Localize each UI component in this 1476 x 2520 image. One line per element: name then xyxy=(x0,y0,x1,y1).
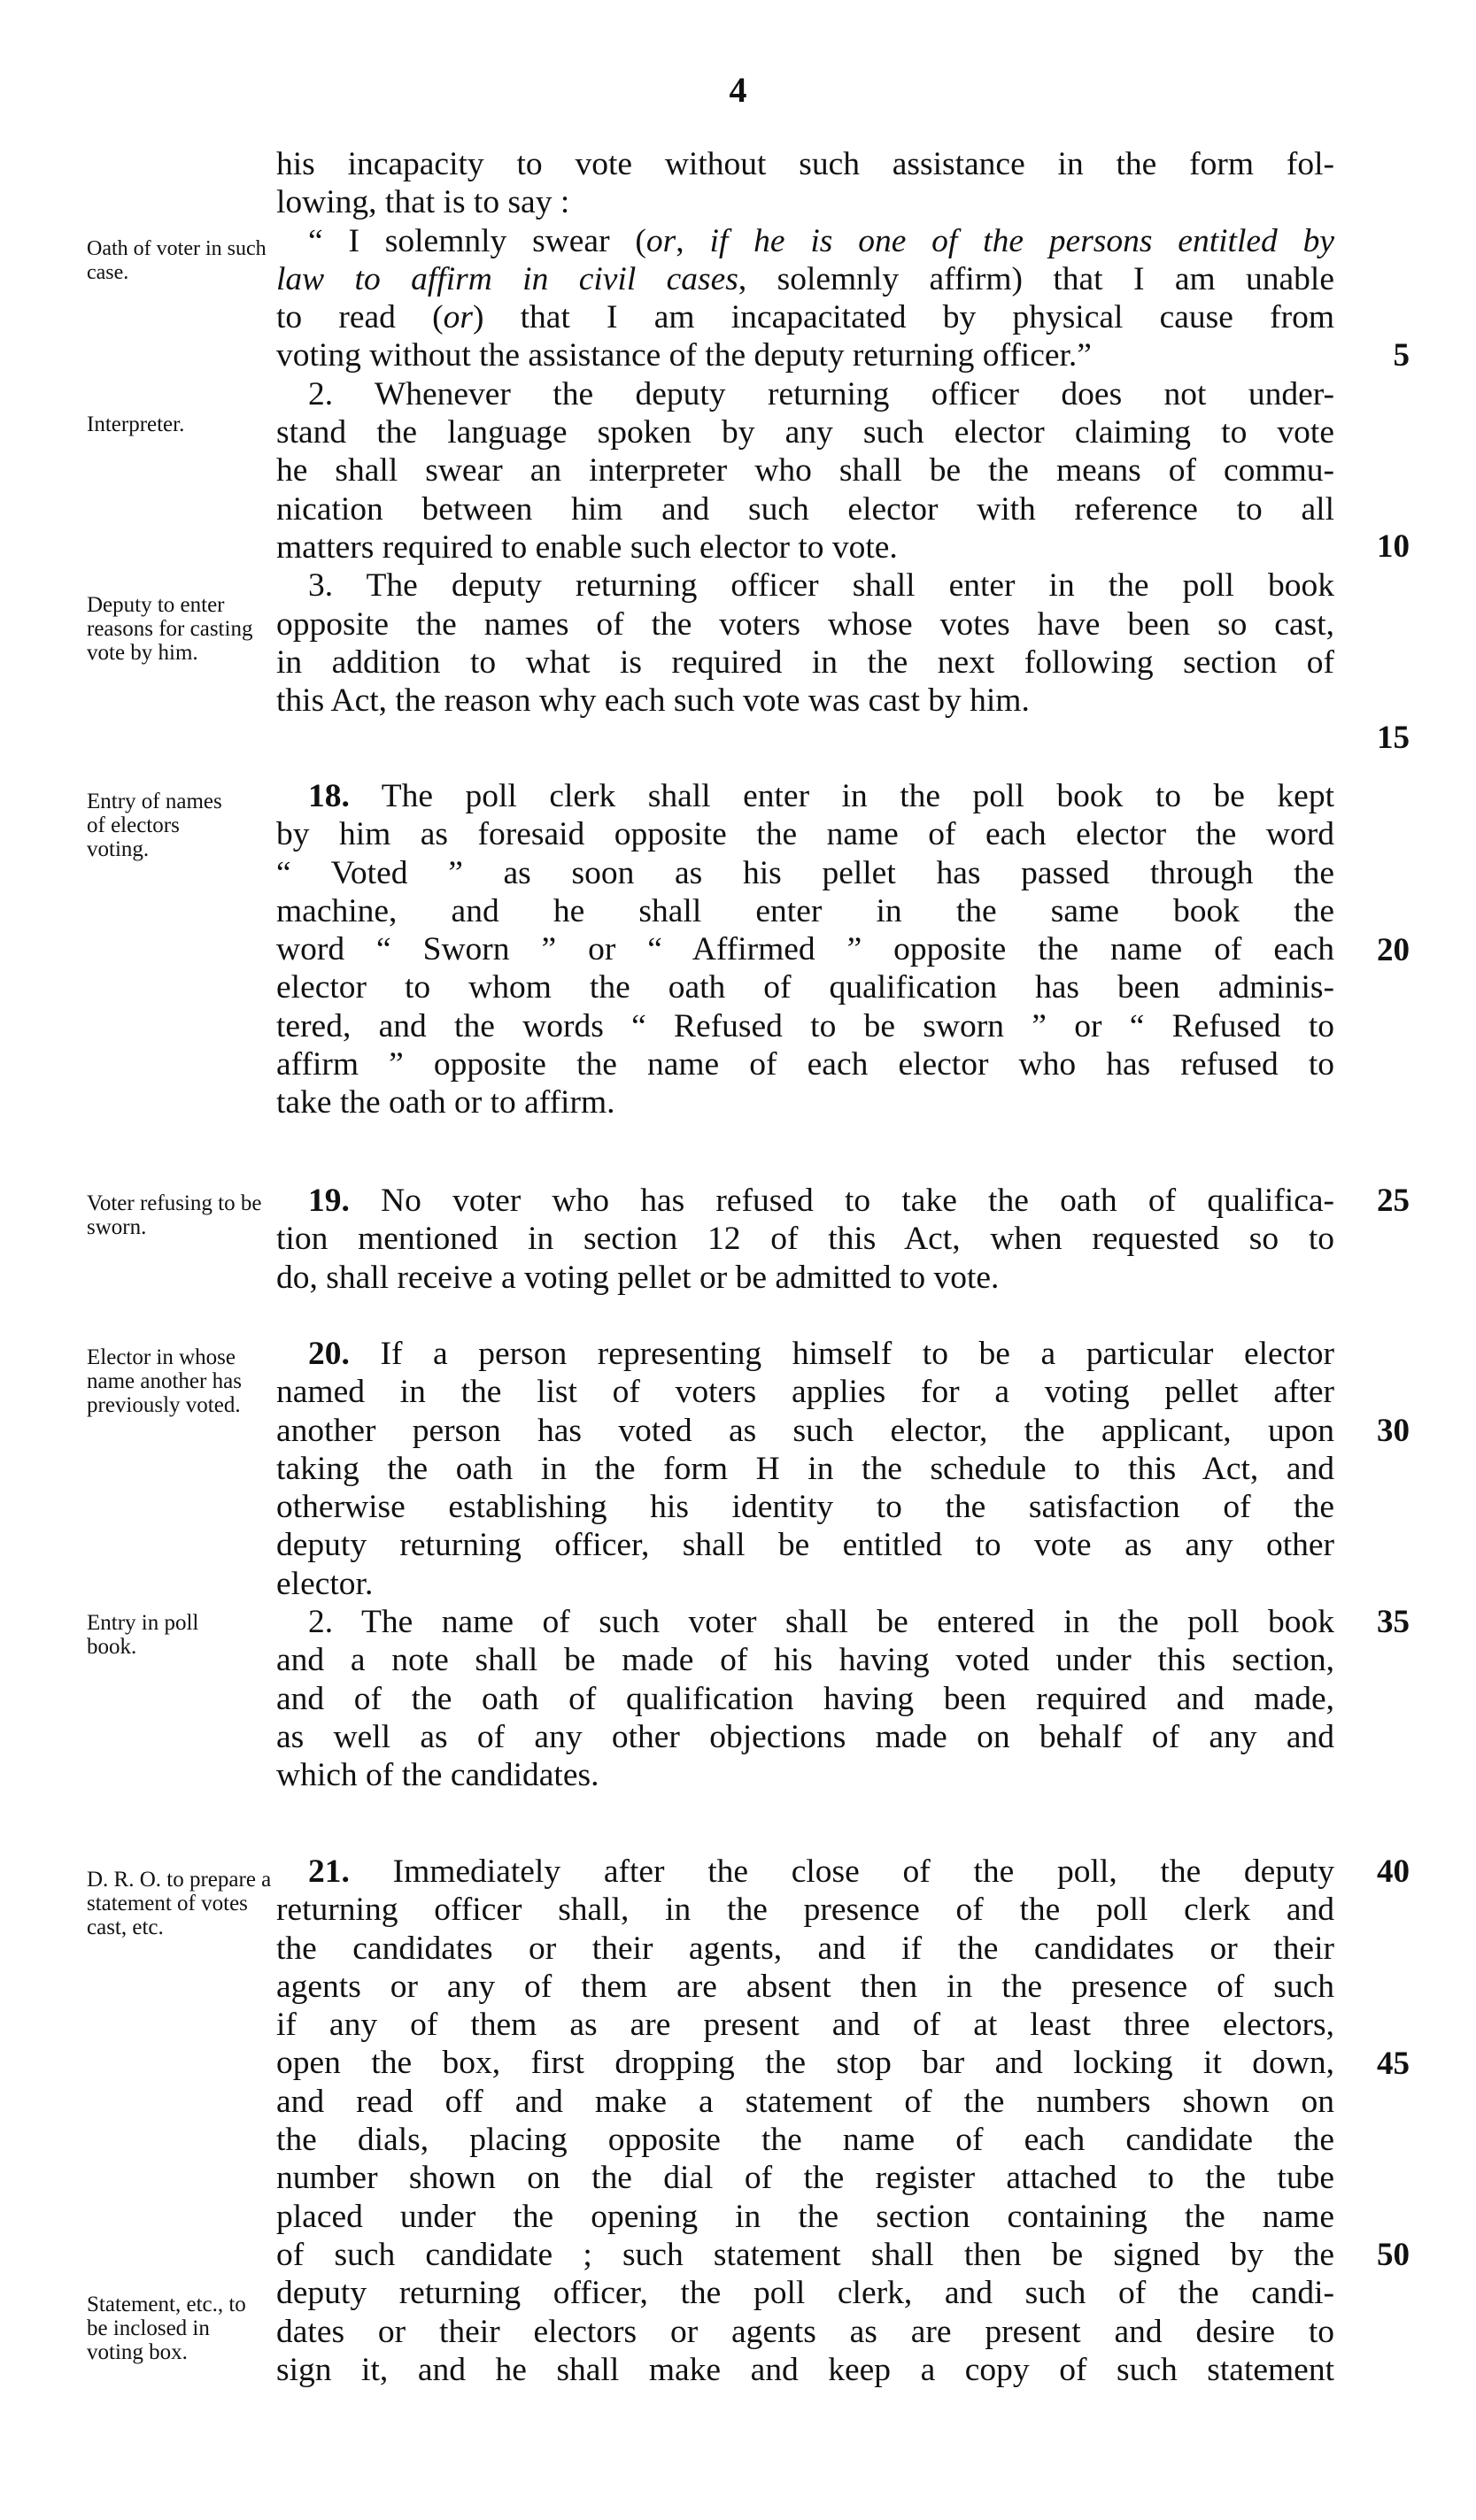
italic-text: law to affirm in civil cases xyxy=(276,260,738,297)
text-line: if any of them as are present and of at least three electors, xyxy=(276,2007,1334,2044)
text-line: agents or any of them are absent then in the presence of such xyxy=(276,1968,1334,2005)
text-line xyxy=(276,1335,1334,1373)
line-number-40: 40 xyxy=(1377,1853,1410,1890)
section-number: 19. xyxy=(308,1183,350,1219)
text-line: elector. xyxy=(276,1565,374,1602)
text-run: , solemnly affirm) that I am unable xyxy=(738,260,1334,297)
text-line xyxy=(276,1182,1334,1220)
text-line: which of the candidates. xyxy=(276,1757,599,1794)
margin-note-entry-poll-book: Entry in poll book. xyxy=(87,1611,199,1659)
text-line: elector to whom the oath of qualification has been adminis- xyxy=(276,969,1334,1006)
text-line: the candidates or their agents, and if the candidates or their xyxy=(276,1930,1334,1967)
text-line xyxy=(276,222,1334,260)
margin-note-voter-refusing: Voter refusing to be sworn. xyxy=(87,1191,262,1239)
line-number-45: 45 xyxy=(1377,2046,1410,2082)
text-line: matters required to enable such elector to vote. xyxy=(276,528,898,566)
text-line: opposite the names of the voters whose votes have been so cast, xyxy=(276,605,1334,643)
text-line: lowing, that is to say : xyxy=(276,184,570,221)
line-number-25: 25 xyxy=(1377,1183,1410,1219)
margin-note-interpreter: Interpreter. xyxy=(87,412,185,436)
paragraph-block-oath xyxy=(276,145,1334,720)
text-line: number shown on the dial of the register attached to the tube xyxy=(276,2160,1334,2197)
text-line: his incapacity to vote without such assistance in the form fol- xyxy=(276,146,1334,182)
text-line: open the box, first dropping the stop bar and locking it down, xyxy=(276,2045,1334,2082)
text-line: “ Voted ” as soon as his pellet has passed through the xyxy=(276,854,1334,891)
section-number: 18. xyxy=(308,778,350,814)
text-line: returning officer shall, in the presence of the poll clerk and xyxy=(276,1892,1334,1929)
section-18 xyxy=(276,777,1334,1122)
text-line: the dials, placing opposite the name of each candidate the xyxy=(276,2122,1334,2159)
page-number: 4 xyxy=(729,70,747,110)
line-number-10: 10 xyxy=(1377,528,1410,565)
text-line: take the oath or to affirm. xyxy=(276,1084,615,1121)
text-line: and of the oath of qualification having been required and made, xyxy=(276,1680,1334,1717)
margin-note-oath: Oath of voter in such case. xyxy=(87,237,267,284)
text-line: 3. The deputy returning officer shall enter in the poll book xyxy=(308,567,1334,605)
italic-text: if he is one of the persons entitled by xyxy=(709,222,1334,259)
line-number-50: 50 xyxy=(1377,2237,1410,2273)
text-run: The poll clerk shall enter in the poll book to be kept xyxy=(349,778,1334,814)
text-run: If a person representing himself to be a particular elector xyxy=(349,1336,1334,1372)
text-line: 2. Whenever the deputy returning officer does not under- xyxy=(308,375,1334,412)
text-line: otherwise establishing his identity to the satisfaction of the xyxy=(276,1489,1334,1526)
text-line: tered, and the words “ Refused to be sworn ” or “ Refused to xyxy=(276,1007,1334,1044)
text-line: 2. The name of such voter shall be entered in the poll book xyxy=(308,1604,1334,1641)
italic-text: or xyxy=(645,222,676,259)
text-line xyxy=(276,260,1334,298)
margin-note-statement-inclosed: Statement, etc., to be inclosed in voting box. xyxy=(87,2293,246,2364)
section-19 xyxy=(276,1182,1334,1297)
text-line xyxy=(276,1853,1334,1891)
text-line: deputy returning officer, the poll clerk, and such of the candi- xyxy=(276,2275,1334,2312)
text-line: this Act, the reason why each such vote was cast by him. xyxy=(276,682,1030,720)
text-line: tion mentioned in section 12 of this Act, when requested so to xyxy=(276,1221,1334,1258)
italic-text: or xyxy=(443,299,473,336)
margin-note-entry-names: Entry of names of electors voting. xyxy=(87,790,222,861)
section-20 xyxy=(276,1335,1334,1795)
text-line: as well as of any other objections made on behalf of any and xyxy=(276,1718,1334,1755)
margin-note-elector-previously-voted: Elector in whose name another has previously voted. xyxy=(87,1345,242,1417)
text-run: , xyxy=(676,222,710,259)
text-line: stand the language spoken by any such elector claiming to vote xyxy=(276,414,1334,451)
text-line: taking the oath in the form H in the schedule to this Act, and xyxy=(276,1450,1334,1487)
margin-note-dro-statement: D. R. O. to prepare a statement of votes cast, etc. xyxy=(87,1868,272,1939)
text-line: placed under the opening in the section containing the name xyxy=(276,2198,1334,2235)
text-line: and read off and make a statement of the numbers shown on xyxy=(276,2083,1334,2120)
text-line: he shall swear an interpreter who shall be the means of commu- xyxy=(276,452,1334,489)
text-line: machine, and he shall enter in the same book the xyxy=(276,892,1334,929)
section-21 xyxy=(276,1853,1334,2389)
text-line: in addition to what is required in the next following section of xyxy=(276,643,1334,681)
line-number-35: 35 xyxy=(1377,1604,1410,1640)
text-run: Immediately after the close of the poll, the deputy xyxy=(349,1853,1334,1890)
text-line: dates or their electors or agents as are present and desire to xyxy=(276,2313,1334,2350)
text-run: to read ( xyxy=(276,299,444,336)
section-number: 21. xyxy=(308,1853,350,1890)
section-number: 20. xyxy=(308,1336,350,1372)
text-line: by him as foresaid opposite the name of each elector the word xyxy=(276,816,1334,853)
text-run: No voter who has refused to take the oath of qualifica- xyxy=(349,1183,1334,1219)
text-line: affirm ” opposite the name of each elector who has refused to xyxy=(276,1046,1334,1083)
text-line: and a note shall be made of his having voted under this section, xyxy=(276,1642,1334,1679)
line-number-30: 30 xyxy=(1377,1413,1410,1449)
line-number-5: 5 xyxy=(1393,337,1410,374)
margin-note-deputy-reasons: Deputy to enter reasons for casting vote by him. xyxy=(87,593,253,665)
text-line xyxy=(276,298,1334,336)
text-line: another person has voted as such elector, the applicant, upon xyxy=(276,1412,1334,1449)
text-line: of such candidate ; such statement shall then be signed by the xyxy=(276,2236,1334,2273)
line-number-20: 20 xyxy=(1377,932,1410,968)
text-line xyxy=(276,777,1334,815)
text-line: voting without the assistance of the deputy returning officer.” xyxy=(276,337,1092,374)
text-run: ) that I am incapacitated by physical cause from xyxy=(472,299,1335,336)
text-line: word “ Sworn ” or “ Affirmed ” opposite the name of each xyxy=(276,931,1334,968)
text-run: “ I solemnly swear ( xyxy=(308,222,646,259)
text-line: deputy returning officer, shall be entitled to vote as any other xyxy=(276,1527,1334,1564)
text-line: do, shall receive a voting pellet or be admitted to vote. xyxy=(276,1259,1000,1296)
text-line: sign it, and he shall make and keep a copy of such statement xyxy=(276,2351,1334,2388)
text-line: nication between him and such elector with reference to all xyxy=(276,490,1334,528)
line-number-15: 15 xyxy=(1377,720,1410,756)
text-line: named in the list of voters applies for a voting pellet after xyxy=(276,1374,1334,1411)
